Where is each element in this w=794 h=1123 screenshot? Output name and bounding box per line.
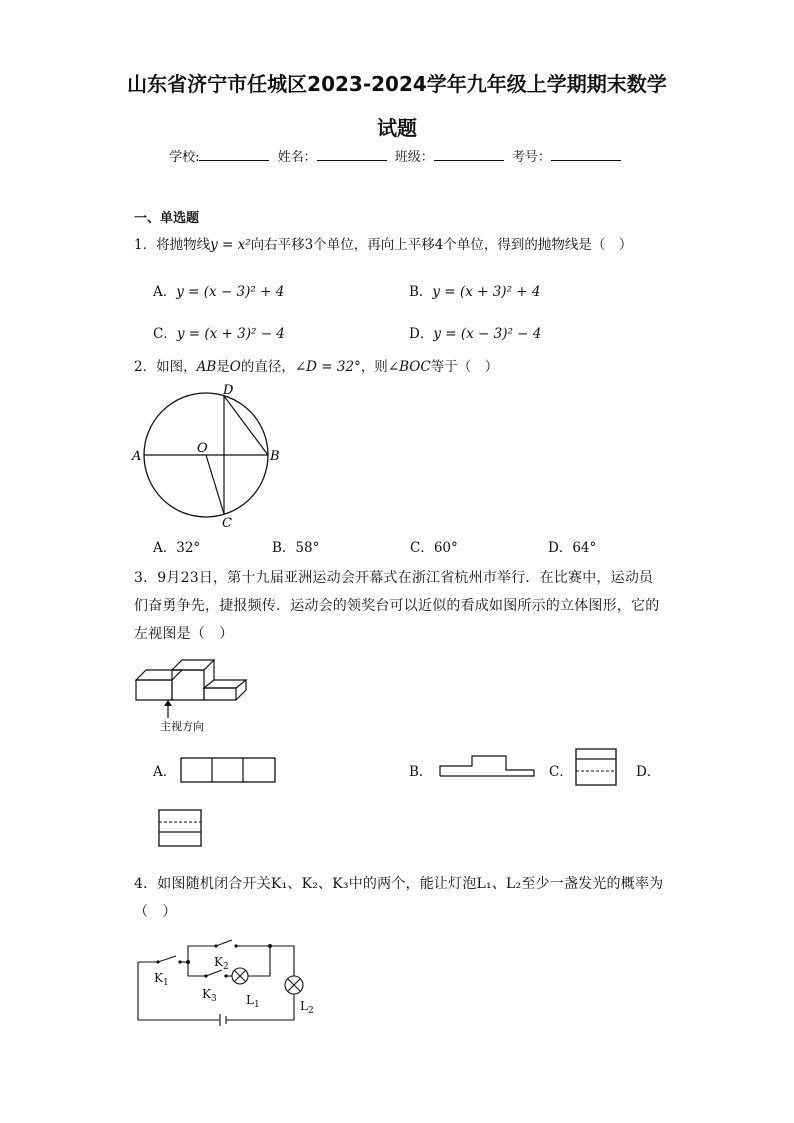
- student-info-line: [0, 146, 794, 165]
- option-label: A．: [153, 284, 177, 300]
- podium-right-side: [236, 680, 246, 700]
- q2-mid2: 的直径，: [240, 359, 295, 375]
- class-label: 班级：: [394, 150, 434, 165]
- q1-text: 向右平移3个单位，再向上平移4个单位，得到的抛物线是（ ）: [250, 237, 633, 253]
- option-expr: y = (x − 3)² + 4: [176, 284, 285, 300]
- school-label: 学校:: [169, 150, 200, 165]
- q2-mid1: 是: [216, 359, 230, 375]
- question-4: 4．如图随机闭合开关K₁、K₂、K₃中的两个，能让灯泡L₁、L₂至少一盏发光的概率为（ ）: [134, 876, 664, 920]
- junction-right: [268, 944, 272, 948]
- q2-end: 等于（ ）: [430, 359, 499, 375]
- junction-left: [186, 960, 190, 964]
- q2-option-b[interactable]: [272, 536, 319, 556]
- segment-oc: [206, 455, 224, 514]
- q1-option-d[interactable]: [409, 322, 541, 342]
- examno-blank[interactable]: [551, 148, 621, 161]
- q3-option-b-figure[interactable]: [438, 752, 538, 778]
- switch-k2: [216, 940, 232, 946]
- wire-bottom-right: [226, 994, 294, 1020]
- option-expr: y = (x + 3)² + 4: [432, 284, 541, 300]
- q2-option-c[interactable]: [410, 536, 458, 556]
- podium-left-top: [136, 670, 182, 680]
- rect-outline: [576, 749, 616, 785]
- option-label: C．: [410, 540, 434, 556]
- q2-o: O: [229, 359, 241, 375]
- direction-label: 主视方向: [160, 720, 204, 733]
- q3-option-a-label[interactable]: A．: [153, 764, 177, 780]
- option-expr: y = (x − 3)² − 4: [433, 326, 542, 342]
- question-2: [134, 354, 498, 381]
- page-title: 山东省济宁市任城区2023-2024学年九年级上学期期末数学: [127, 72, 667, 96]
- wire-to-k2: [188, 946, 216, 962]
- q1-prefix: 1．将抛物线: [134, 237, 211, 253]
- name-blank[interactable]: [317, 148, 387, 161]
- q3-option-c-figure[interactable]: [574, 747, 618, 787]
- wire-l1-right: [248, 946, 270, 976]
- label-a: A: [132, 449, 142, 464]
- q3-option-c-label[interactable]: C．: [549, 764, 573, 780]
- circle-figure: [128, 380, 288, 530]
- label-o: O: [197, 441, 208, 456]
- podium-right-front: [204, 688, 236, 700]
- option-label: D．: [548, 540, 573, 556]
- switch-pin: [234, 944, 237, 947]
- option-label: B．: [409, 284, 433, 300]
- option-value: 32°: [176, 540, 201, 556]
- q3-option-d-label[interactable]: D．: [636, 764, 661, 780]
- q1-option-c[interactable]: [153, 322, 285, 342]
- switch-k1: [158, 956, 176, 962]
- circuit-figure: [128, 932, 328, 1028]
- q1-option-b[interactable]: [409, 280, 540, 300]
- chord-db: [224, 396, 268, 455]
- question-3: 3．9月23日，第十九届亚洲运动会开幕式在浙江省杭州市举行．在比赛中，运动员们奋勇争先，捷报频传．运动会的领奖台可以近似的看成如图所示的立体图形，它的左视图是（ ）: [134, 570, 660, 642]
- q3-option-a-figure[interactable]: [180, 756, 278, 784]
- option-label: D．: [409, 326, 434, 342]
- q2-angle: ∠D = 32°: [294, 359, 361, 375]
- q2-option-a[interactable]: [153, 536, 200, 556]
- name-label: 姓名：: [277, 150, 317, 165]
- q2-option-d[interactable]: [548, 536, 596, 556]
- option-label: B．: [272, 540, 296, 556]
- option-value: 64°: [572, 540, 597, 556]
- podium-left-front: [136, 680, 172, 700]
- switch-pin: [204, 974, 207, 977]
- school-blank[interactable]: [199, 148, 269, 161]
- label-c: C: [222, 516, 232, 530]
- label-l2: $L_2$: [300, 999, 314, 1016]
- podium-figure: [128, 652, 258, 734]
- option-label: C．: [153, 326, 177, 342]
- q2-prefix: 2．如图，: [134, 359, 197, 375]
- section-heading: 一、单选题: [134, 211, 200, 226]
- podium-mid-top: [172, 660, 214, 670]
- rect-outline: [159, 810, 201, 846]
- question-1: [134, 232, 632, 259]
- switch-k3: [206, 970, 222, 976]
- switch-pin: [178, 960, 181, 963]
- option-value: 58°: [295, 540, 320, 556]
- q2-mid3: ，则: [360, 359, 388, 375]
- switch-pin: [156, 960, 159, 963]
- class-blank[interactable]: [434, 148, 504, 161]
- arrow-head: [164, 700, 172, 706]
- page-title-line2: 试题: [377, 116, 417, 140]
- q1-func: y = x²: [210, 237, 251, 253]
- q1-option-a[interactable]: [153, 280, 284, 300]
- switch-pin: [214, 944, 217, 947]
- examno-label: 考号：: [511, 150, 551, 165]
- switch-pin: [224, 974, 227, 977]
- option-value: 60°: [433, 540, 458, 556]
- label-b: B: [270, 449, 280, 464]
- option-label: A．: [153, 540, 177, 556]
- label-k2: $K_2$: [214, 955, 229, 972]
- q3-option-d-figure[interactable]: [157, 808, 203, 848]
- option-expr: y = (x + 3)² − 4: [176, 326, 285, 342]
- wire-to-k3: [188, 962, 206, 976]
- q2-ab: AB: [196, 359, 217, 375]
- podium-right-top: [204, 680, 246, 688]
- label-k1: $K_1$: [154, 971, 169, 988]
- step-outline: [440, 756, 534, 776]
- label-k3: $K_3$: [202, 987, 217, 1004]
- q3-option-b-label[interactable]: B．: [409, 764, 433, 780]
- q2-boc: ∠BOC: [387, 359, 431, 375]
- rect-outline: [181, 758, 275, 782]
- label-l1: $L_1$: [246, 993, 260, 1010]
- label-d: D: [223, 383, 234, 398]
